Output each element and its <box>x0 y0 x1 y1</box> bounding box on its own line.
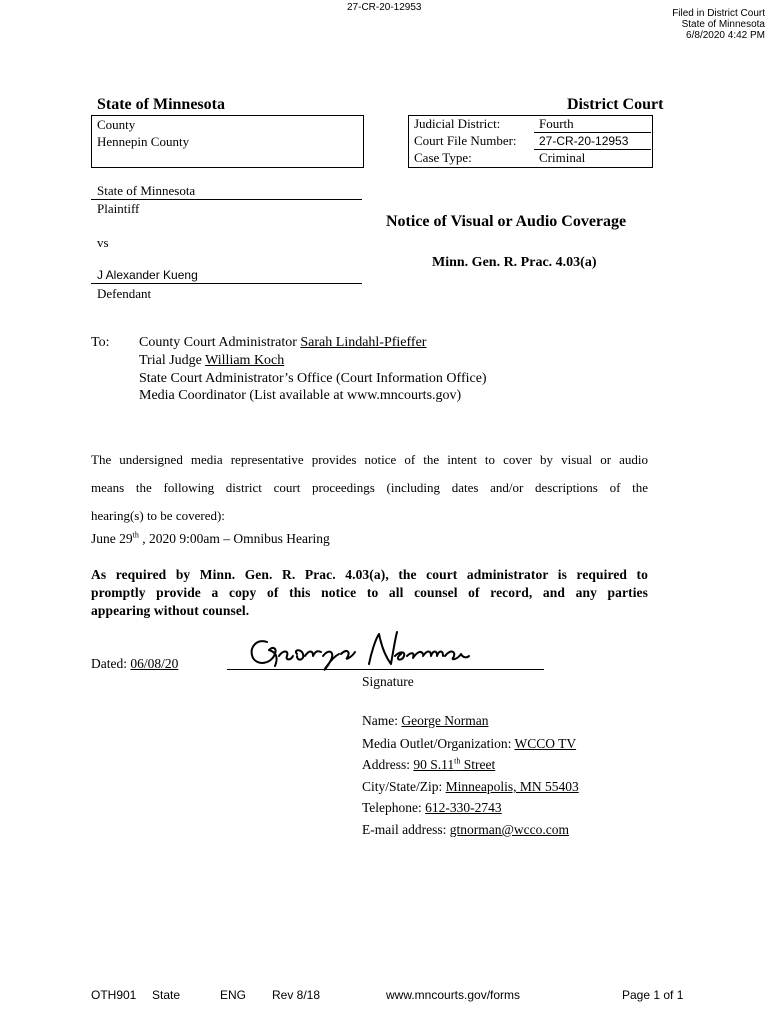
recipient-2-name: William Koch <box>205 353 285 368</box>
contact-phone <box>362 800 502 816</box>
judicial-district-label: Judicial District: <box>414 116 501 131</box>
recipient-court-administrator <box>139 335 426 351</box>
filed-line-2: State of Minnesota <box>681 19 765 30</box>
county-value: Hennepin County <box>97 134 190 149</box>
notice-rule: Minn. Gen. R. Prac. 4.03(a) <box>432 255 597 270</box>
court-file-number-value: 27-CR-20-12953 <box>539 134 629 148</box>
dated-label: Dated: <box>91 656 127 671</box>
city-value: Minneapolis, MN 55403 <box>445 779 579 794</box>
address-pre: 90 S.11 <box>413 757 455 772</box>
handwritten-signature-image <box>245 626 470 674</box>
phone-value: 612-330-2743 <box>425 800 502 815</box>
hearing-month: June 29 <box>91 531 133 546</box>
district-divider <box>534 132 651 133</box>
hearing-ordinal: th <box>132 530 139 540</box>
plaintiff-line <box>91 199 362 200</box>
signature-line <box>227 669 544 670</box>
contact-city <box>362 779 579 795</box>
court-file-number-label: Court File Number: <box>414 133 517 148</box>
footer-form-code: OTH901 <box>91 988 137 1002</box>
recipient-state-office: State Court Administrator’s Office (Court Information Office) <box>139 371 487 386</box>
defendant-label: Defendant <box>97 286 152 301</box>
case-type-label: Case Type: <box>414 150 472 165</box>
dated-field <box>91 656 178 672</box>
case-type-value: Criminal <box>539 150 586 165</box>
address-ordinal: th <box>454 756 461 766</box>
state-title: State of Minnesota <box>97 96 225 113</box>
contact-address <box>362 757 495 773</box>
hearing-date <box>91 531 330 547</box>
county-label: County <box>97 117 136 132</box>
signature-label: Signature <box>362 674 414 689</box>
recipient-2-prefix: Trial Judge <box>139 353 206 368</box>
required-notice <box>91 566 648 620</box>
recipient-media-coordinator: Media Coordinator (List available at www.mncourts.gov) <box>139 388 462 403</box>
paragraph-line-1: The undersigned media representative provides notice of the intent to cover by visual or audio <box>91 452 648 467</box>
footer-revision: Rev 8/18 <box>272 988 321 1002</box>
judicial-district-value: Fourth <box>539 116 574 131</box>
contact-email <box>362 822 569 838</box>
email-label: E-mail address: <box>362 822 450 837</box>
to-label: To: <box>91 335 110 350</box>
footer-language: ENG <box>220 988 247 1002</box>
filed-line-1: Filed in District Court <box>672 8 765 19</box>
hearing-rest: , 2020 9:00am – Omnibus Hearing <box>138 531 330 546</box>
required-line-1: As required by Minn. Gen. R. Prac. 4.03(a), the court administrator is required to <box>91 567 648 582</box>
required-line-3: appearing without counsel. <box>91 603 250 618</box>
filed-stamp <box>672 8 765 41</box>
recipient-1-prefix: County Court Administrator <box>139 335 301 350</box>
outlet-label: Media Outlet/Organization: <box>362 736 515 751</box>
footer-url: www.mncourts.gov/forms <box>386 988 521 1002</box>
plaintiff-name: State of Minnesota <box>97 183 196 198</box>
phone-label: Telephone: <box>362 800 426 815</box>
recipient-1-name: Sarah Lindahl-Pfieffer <box>300 335 427 350</box>
filed-line-3: 6/8/2020 4:42 PM <box>686 30 765 41</box>
footer-page-number: Page 1 of 1 <box>622 988 684 1002</box>
paragraph-line-2: means the following district court proceedings (including dates and/or descriptions of the <box>91 480 648 495</box>
address-label: Address: <box>362 757 414 772</box>
name-value: George Norman <box>401 713 489 728</box>
email-value: gtnorman@wcco.com <box>449 822 570 837</box>
recipient-trial-judge <box>139 353 284 369</box>
footer-state: State <box>152 988 181 1002</box>
top-case-number: 27-CR-20-12953 <box>347 2 422 13</box>
court-title: District Court <box>567 96 664 113</box>
address-value <box>413 757 495 772</box>
plaintiff-label: Plaintiff <box>97 201 140 216</box>
contact-name <box>362 713 488 729</box>
defendant-name: J Alexander Kueng <box>97 268 198 282</box>
dated-value: 06/08/20 <box>130 656 179 671</box>
defendant-line <box>91 283 362 284</box>
notice-title: Notice of Visual or Audio Coverage <box>386 213 627 230</box>
versus-text: vs <box>97 235 109 250</box>
city-label: City/State/Zip: <box>362 779 446 794</box>
outlet-value: WCCO TV <box>514 736 577 751</box>
paragraph-line-3: hearing(s) to be covered): <box>91 508 225 523</box>
coverage-paragraph <box>91 450 648 534</box>
contact-outlet <box>362 736 576 752</box>
required-line-2: promptly provide a copy of this notice to all counsel of record, and any parties <box>91 585 648 600</box>
name-label: Name: <box>362 713 402 728</box>
address-post: Street <box>460 757 496 772</box>
